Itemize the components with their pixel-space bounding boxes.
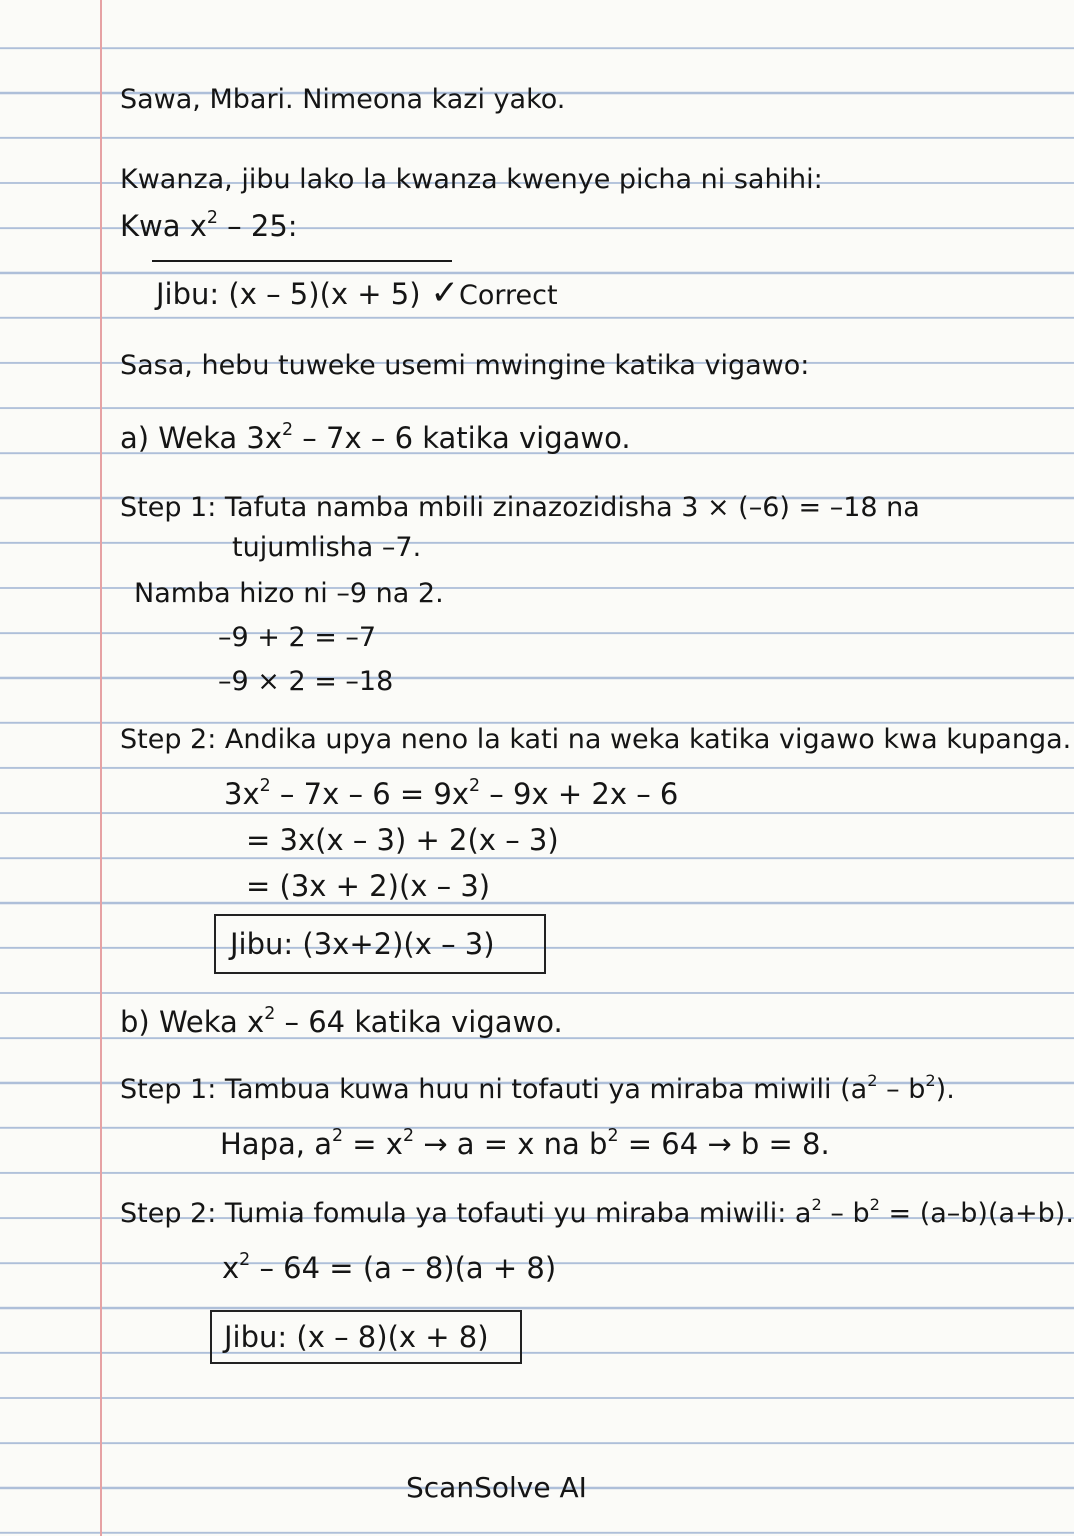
transition-line: Sasa, hebu tuweke usemi mwingine katika vigawo: — [120, 350, 810, 381]
part-b-step1-line2: Hapa, $a^2 = x^2 \to a = x$ na $b^2 = 64 \to b = 8$. — [220, 1125, 830, 1161]
part-a-step1-check-sum: –9 + 2 = –7 — [218, 622, 377, 653]
intro-expression: Kwa $x^2 - 25$: — [120, 207, 298, 243]
part-a-step2-equation1: $3x^2 - 7x - 6 = 9x^2 - 9x + 2x - 6$ — [224, 775, 679, 811]
part-a-step1-line1: Step 1: Tafuta namba mbili zinazozidisha 3 × (–6) = –18 na — [120, 492, 920, 523]
greeting-line: Sawa, Mbari. Nimeona kazi yako. — [120, 84, 566, 115]
part-a-step1-line2: tujumlisha –7. — [232, 532, 422, 563]
part-b-title: b) Weka $x^2 - 64$ katika vigawo. — [120, 1003, 563, 1039]
scansolve-watermark: ScanSolve AI — [406, 1471, 587, 1504]
part-b-step1-line1: Step 1: Tambua kuwa huu ni tofauti ya miraba miwili $(a^2 - b^2)$. — [120, 1070, 955, 1105]
part-b-step2-line1: Step 2: Tumia fomula ya tofauti yu miraba miwili: $a^2 - b^2 = (a-b)(a+b)$. — [120, 1194, 1074, 1229]
checkmark-icon: ✓ — [430, 273, 460, 313]
part-a-step1-check-product: –9 × 2 = –18 — [218, 666, 394, 697]
part-b-step2-equation: $x^2 - 64 = (a - 8)(a + 8)$ — [222, 1249, 557, 1285]
intro-answer: Jibu: (x – 5)(x + 5) ✓Correct — [156, 273, 558, 313]
notebook-margin-line — [100, 0, 102, 1536]
part-b-answer: Jibu: (x – 8)(x + 8) — [224, 1320, 489, 1354]
answer-overline — [152, 260, 452, 262]
part-a-title: a) Weka $3x^2 - 7x - 6$ katika vigawo. — [120, 419, 631, 455]
part-a-step1-line3: Namba hizo ni –9 na 2. — [134, 578, 444, 609]
intro-line: Kwanza, jibu lako la kwanza kwenye picha ni sahihi: — [120, 164, 823, 195]
part-a-step2-equation2: = 3x(x – 3) + 2(x – 3) — [246, 823, 559, 857]
part-a-answer: Jibu: (3x+2)(x – 3) — [230, 927, 495, 961]
part-a-step2-equation3: = (3x + 2)(x – 3) — [246, 869, 491, 903]
part-a-step2-line1: Step 2: Andika upya neno la kati na weka katika vigawo kwa kupanga. — [120, 724, 1072, 755]
